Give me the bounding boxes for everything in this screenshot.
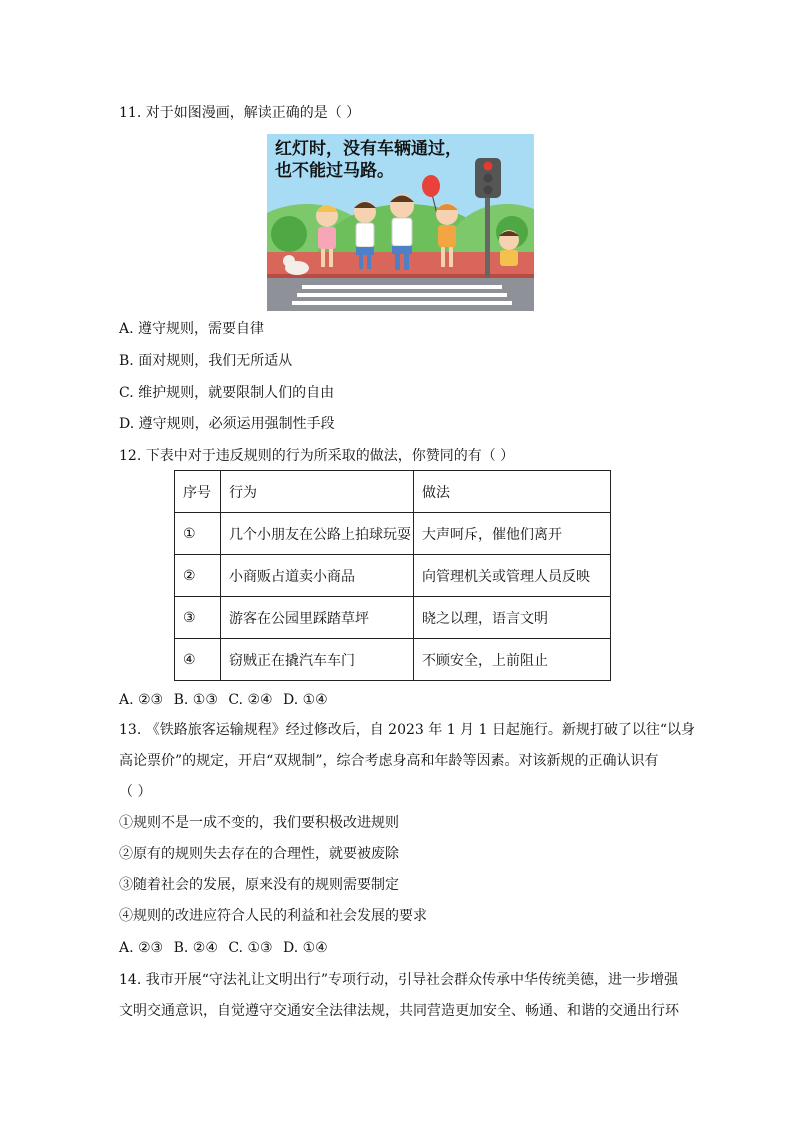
q13-statement-4: ④规则的改进应符合人民的利益和社会发展的要求	[119, 908, 427, 924]
table-header-cell: 做法	[414, 471, 611, 513]
table-cell: 向管理机关或管理人员反映	[414, 555, 611, 597]
q12-option-d: D. ①④	[283, 692, 328, 708]
table-row	[175, 597, 611, 639]
q13-option-a: A. ②③	[119, 940, 164, 956]
table-cell: 游客在公园里踩踏草坪	[221, 597, 414, 639]
q11-option-d: D. 遵守规则，必须运用强制性手段	[119, 416, 335, 432]
table-cell: ③	[175, 597, 221, 639]
table-header-cell: 行为	[221, 471, 414, 513]
q11-option-b: B. 面对规则，我们无所适从	[119, 353, 293, 369]
table-cell: 窃贼正在撬汽车车门	[221, 639, 414, 681]
q13-statement-1: ①规则不是一成不变的，我们要积极改进规则	[119, 815, 399, 831]
table-cell: 几个小朋友在公路上拍球玩耍	[221, 513, 414, 555]
table-cell: ①	[175, 513, 221, 555]
table-row	[175, 513, 611, 555]
table-cell: 晓之以理，语言文明	[414, 597, 611, 639]
table-header-cell: 序号	[175, 471, 221, 513]
q13-option-d: D. ①④	[283, 940, 328, 956]
q13-option-c: C. ①③	[228, 940, 273, 956]
q12-option-b: B. ①③	[173, 692, 218, 708]
traffic-light-cartoon	[267, 134, 534, 311]
q11-option-a: A. 遵守规则，需要自律	[119, 321, 265, 337]
cartoon-caption-line-2: 也不能过马路。	[275, 161, 394, 181]
q14-stem-line-1: 14. 我市开展“守法礼让文明出行”专项行动，引导社会群众传承中华传统美德，进一步增强	[119, 972, 679, 988]
q13-options	[119, 938, 334, 958]
q14-stem-line-2: 文明交通意识，自觉遵守交通安全法律法规，共同营造更加安全、畅通、和谐的交通出行环	[119, 1003, 679, 1019]
q11-stem: 11. 对于如图漫画，解读正确的是（ ）	[119, 105, 361, 121]
q12-options	[119, 690, 334, 710]
q13-stem-line-1: 13. 《铁路旅客运输规程》经过修改后，自 2023 年 1 月 1 日起施行。新规打破了以往“以身	[119, 722, 696, 738]
q12-option-c: C. ②④	[228, 692, 273, 708]
table-cell: 不顾安全，上前阻止	[414, 639, 611, 681]
q13-stem-line-2: 高论票价”的规定，开启“双规制”，综合考虑身高和年龄等因素。对该新规的正确认识有	[119, 753, 659, 769]
q12-stem: 12. 下表中对于违反规则的行为所采取的做法，你赞同的有（ ）	[119, 448, 515, 464]
table-cell: 小商贩占道卖小商品	[221, 555, 414, 597]
table-row	[175, 555, 611, 597]
q13-statement-2: ②原有的规则失去存在的合理性，就要被废除	[119, 846, 399, 862]
rules-table	[174, 470, 611, 681]
table-row	[175, 639, 611, 681]
q13-statement-3: ③随着社会的发展，原来没有的规则需要制定	[119, 877, 399, 893]
table-cell: ④	[175, 639, 221, 681]
q13-option-b: B. ②④	[173, 940, 218, 956]
table-header-row	[175, 471, 611, 513]
table-cell: 大声呵斥，催他们离开	[414, 513, 611, 555]
table-cell: ②	[175, 555, 221, 597]
q12-option-a: A. ②③	[119, 692, 164, 708]
q11-option-c: C. 维护规则，就要限制人们的自由	[119, 385, 335, 401]
q13-stem-line-3: （ ）	[119, 784, 152, 800]
cartoon-caption-line-1: 红灯时，没有车辆通过，	[275, 139, 462, 159]
